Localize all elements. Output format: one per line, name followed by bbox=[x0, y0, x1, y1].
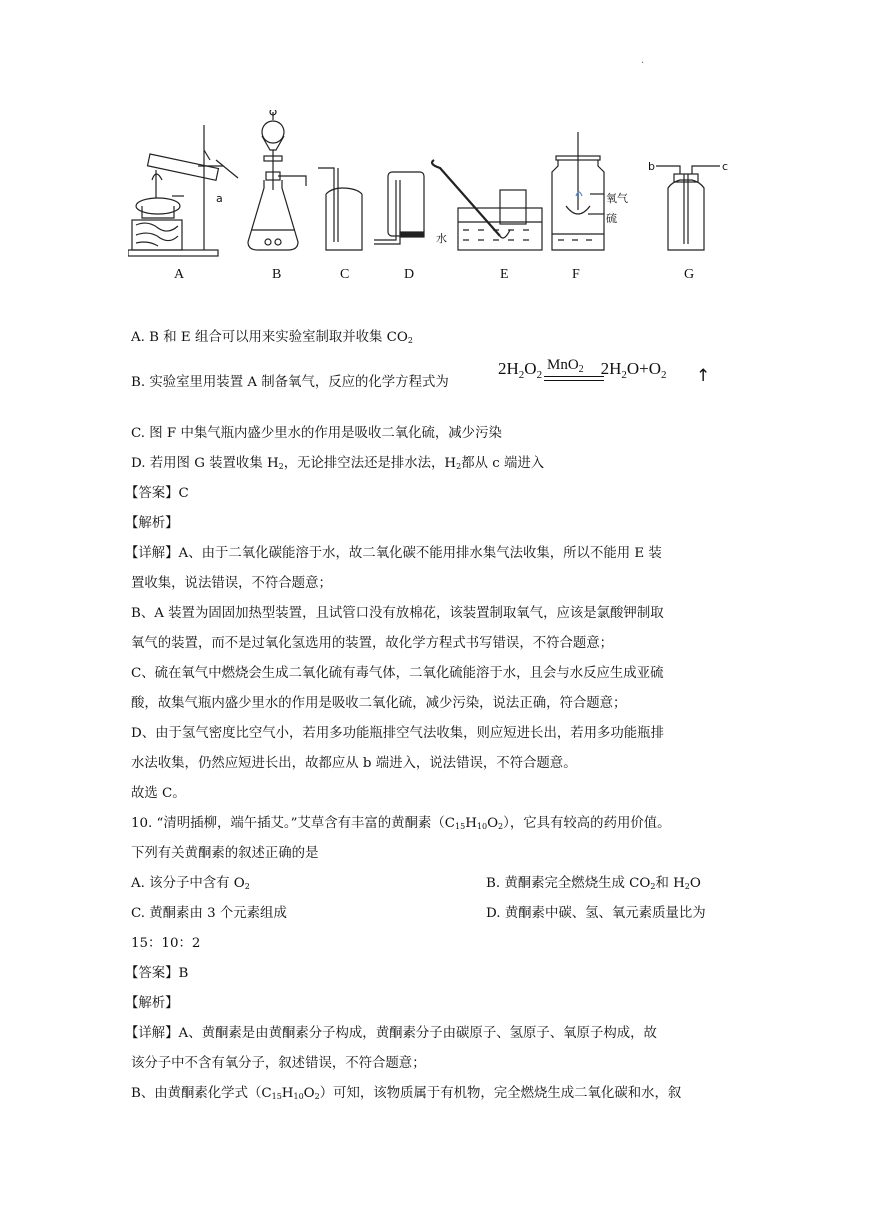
apparatus-a bbox=[128, 125, 238, 256]
label-f: F bbox=[572, 267, 580, 282]
q10-stem-2: 下列有关黄酮素的叙述正确的是 bbox=[131, 846, 319, 861]
annotation-a: a bbox=[216, 192, 223, 205]
label-e: E bbox=[500, 267, 509, 282]
label-b: B bbox=[272, 267, 282, 282]
q9-detail-3: B、A 装置为固固加热型装置，且试管口没有放棉花，该装置制取氧气，应该是氯酸钾制取 bbox=[131, 606, 664, 621]
apparatus-e bbox=[432, 160, 542, 250]
annotation-sulfur: 硫 bbox=[606, 212, 617, 225]
page-dot: · bbox=[641, 58, 645, 69]
gas-arrow: ↑ bbox=[696, 366, 711, 386]
q9-detail-1: 【详解】A、由于二氧化碳能溶于水，故二氧化碳不能用排水集气法收集，所以不能用 E 装 bbox=[125, 546, 662, 561]
q9-detail-7: D、由于氢气密度比空气小，若用多功能瓶排空气法收集，则应短进长出，若用多功能瓶排 bbox=[131, 726, 664, 741]
q10-option-b: B. 黄酮素完全燃烧生成 $CO_2$和 $H_2O$ bbox=[486, 876, 701, 891]
apparatus-b bbox=[248, 110, 306, 250]
label-d: D bbox=[404, 267, 415, 282]
q9-detail-6: 酸，故集气瓶内盛少里水的作用是吸收二氧化硫，减少污染，说法正确，符合题意； bbox=[131, 696, 627, 711]
apparatus-c bbox=[318, 168, 362, 250]
label-g: G bbox=[684, 267, 695, 282]
annotation-oxygen: 氧气 bbox=[606, 192, 628, 205]
q9-detail-4: 氧气的装置，而不是过氧化氢选用的装置，故化学方程式书写错误，不符合题意； bbox=[131, 636, 614, 651]
figure-labels bbox=[174, 160, 728, 282]
apparatus-figure bbox=[128, 110, 728, 290]
annotation-b: b bbox=[648, 160, 655, 173]
label-a: A bbox=[174, 267, 185, 282]
q9-answer: 【答案】C bbox=[125, 486, 189, 501]
q10-option-d-cont: 15：10：2 bbox=[131, 936, 201, 951]
q9-option-c: C. 图 F 中集气瓶内盛少里水的作用是吸收二氧化硫，减少污染 bbox=[131, 426, 502, 441]
chemical-equation: $2H_2O_2$ $2H_2O+O_2$ bbox=[498, 359, 667, 381]
q9-option-b: B. 实验室里用装置 A 制备氧气，反应的化学方程式为 bbox=[131, 375, 449, 390]
q10-detail-2: 该分子中不含有氧分子，叙述错误，不符合题意； bbox=[131, 1056, 426, 1071]
q10-answer: 【答案】B bbox=[125, 966, 189, 981]
q9-detail-5: C、硫在氧气中燃烧会生成二氧化硫有毒气体，二氧化硫能溶于水，且会与水反应生成亚硫 bbox=[131, 666, 664, 681]
q10-option-a: A. 该分子中含有 $O_2$ bbox=[131, 876, 250, 891]
q9-option-a: A. B 和 E 组合可以用来实验室制取并收集 $CO_2$ bbox=[131, 330, 414, 345]
q9-detail-8: 水法收集，仍然应短进长出，故都应从 b 端进入，说法错误，不符合题意。 bbox=[131, 756, 577, 771]
apparatus-g bbox=[656, 166, 720, 250]
q10-stem-1: 10. “清明插柳，端午插艾。”艾草含有丰富的黄酮素$(C_{15}H_{10}O_2)$，它具有较高的药用价值。 bbox=[131, 816, 671, 831]
q9-option-d: D. 若用图 G 装置收集 $H_2$，无论排空法还是排水法，$H_2$都从 c 端进入 bbox=[131, 456, 545, 471]
q10-analysis: 【解析】 bbox=[125, 996, 179, 1011]
annotation-c: c bbox=[722, 160, 728, 173]
reaction-condition: MnO$_2$ bbox=[547, 357, 584, 375]
q9-analysis: 【解析】 bbox=[125, 516, 179, 531]
q10-detail-1: 【详解】A、黄酮素是由黄酮素分子构成，黄酮素分子由碳原子、氢原子、氧原子构成，故 bbox=[125, 1026, 657, 1041]
q9-choose: 故选 C。 bbox=[131, 786, 186, 801]
apparatus-f bbox=[552, 132, 604, 250]
q10-option-d: D. 黄酮素中碳、氢、氧元素质量比为 bbox=[486, 906, 706, 921]
label-c: C bbox=[340, 267, 350, 282]
annotation-water: 水 bbox=[436, 232, 447, 245]
q9-detail-2: 置收集，说法错误，不符合题意； bbox=[131, 576, 332, 591]
q10-option-c: C. 黄酮素由 3 个元素组成 bbox=[131, 906, 287, 921]
q10-detail-3: B、由黄酮素化学式$(C_{15}H_{10}O_2)$可知，该物质属于有机物，完全燃烧生成二氧化碳和水，叙 bbox=[131, 1086, 682, 1101]
apparatus-d bbox=[374, 172, 424, 244]
